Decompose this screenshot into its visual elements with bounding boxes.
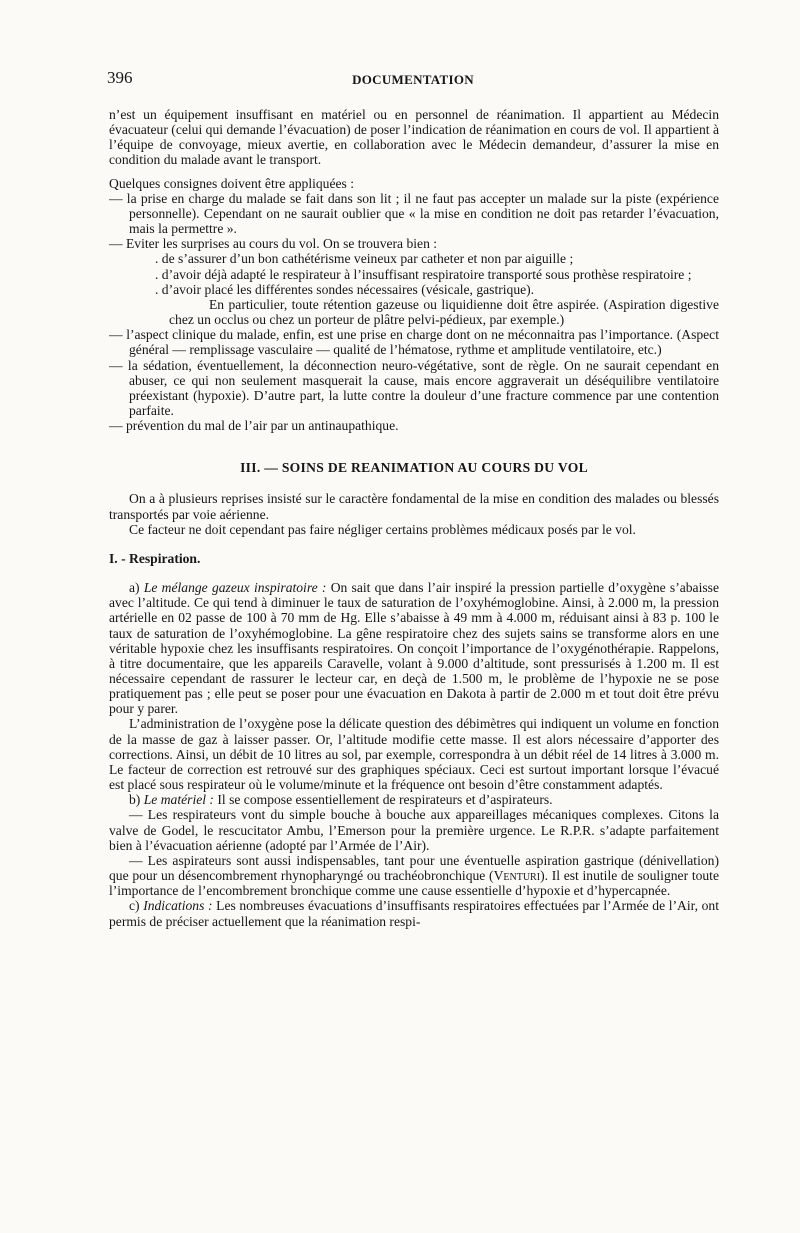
paragraph-b [109, 792, 719, 807]
page-number: 396 [107, 68, 133, 87]
paragraph-a [109, 580, 719, 716]
item-label: c) [129, 898, 144, 914]
paragraph: Ce facteur ne doit cependant pas faire négliger certains problèmes médicaux posés par le vol. [129, 521, 636, 537]
bullet-item: . d’avoir placé les différentes sondes nécessaires (vésicale, gastrique). [155, 281, 535, 297]
paragraph [109, 853, 719, 898]
item-heading: Le matériel : [143, 792, 214, 808]
text-run: ). Il est inutile de souligner toute l’importance de l’encombrement bronchique comme une cause essentielle d’hypoxie et d’hypercapnée. [109, 868, 719, 899]
running-head: DOCUMENTATION [352, 72, 474, 87]
list-item: — la sédation, éventuellement, la déconnection neuro-végétative, sont de règle. On ne saurait cependant en abuser, ce qui non seulement masquerait la cause, mais encore aggraverait un déséquilibre ventilatoire préexistant (hypoxie). D’autre part, la lutte contre la douleur d’une fracture commence par une contention parfaite. [109, 357, 719, 418]
bullet-item: . de s’assurer d’un bon cathétérisme veineux par catheter et non par aiguille ; [155, 251, 574, 267]
paragraph: — Les respirateurs vont du simple bouche à bouche aux appareillages mécaniques complexes. Citons la valve de Godel, le rescucitator Ambu, l’Emerson pour la première urgence. Le R.P.R. s’adapte parfaitement bien à l’évacuation aérienne (adopté par l’Armée de l’Air). [109, 807, 719, 853]
bullet-continuation: En particulier, toute rétention gazeuse ou liquidienne doit être aspirée. (Aspiration digestive chez un occlus ou chez un porteur de plâtre pelvi-pédieux, par exemple.) [169, 296, 719, 328]
item-text: Il se compose essentiellement de respirateurs et d’aspirateurs. [213, 792, 553, 808]
bullet-item: . d’avoir déjà adapté le respirateur à l’insuffisant respiratoire transporté sous prothèse respiratoire ; [155, 266, 692, 282]
list-item: — la prise en charge du malade se fait dans son lit ; il ne faut pas accepter un malade sur la piste (expérience personnelle). Cependant on ne saurait oublier que « la mise en condition ne doit pas retarder l’évacuation, mais la permettre ». [109, 190, 719, 237]
paragraph: n’est un équipement insuffisant en matériel ou en personnel de réanimation. Il appartient au Médecin évacuateur (celui qui demande l’évacuation) de poser l’indication de réanimation en cours de vol. Il appartient à l’équipe de convoyage, mieux avertie, en collaboration avec le Médecin demandeur, d’assurer la mise en condition du malade avant le transport. [109, 107, 719, 168]
item-label: b) [129, 792, 144, 808]
list-item: — prévention du mal de l’air par un antinaupathique. [109, 418, 399, 434]
list-item: — Eviter les surprises au cours du vol. On se trouvera bien : [109, 236, 438, 252]
item-text: Les nombreuses évacuations d’insuffisants respiratoires effectuées par l’Armée de l’Air, ont permis de préciser actuellement que la réanimation respi- [109, 898, 719, 929]
item-heading: Le mélange gazeux inspiratoire : [143, 580, 327, 596]
paragraph-c [109, 898, 719, 928]
body-text [109, 107, 719, 929]
proper-name: Venturi [493, 868, 541, 884]
paragraph: L’administration de l’oxygène pose la délicate question des débimètres qui indiquent un volume en fonction de la masse de gaz à laisser passer. Or, l’altitude modifie cette masse. Il est alors nécessaire d’apporter des corrections. Ainsi, un débit de 10 litres au sol, par exemple, correspondra à un débit réel de 14 litres à 3.000 m. Le facteur de correction est retrouvé sur des graphiques spéciaux. Ceci est surtout important lorsque l’évacué est placé sous respirateur où le volume/minute et la fréquence ont besoin d’être constamment adaptés. [109, 716, 719, 793]
item-label: a) [129, 580, 144, 596]
text-run: — Les aspirateurs sont aussi indispensables, tant pour une éventuelle aspiration gastrique (dénivellation) que pour un désencombrement rhynopharyngé ou trachéobronchique ( [109, 852, 719, 884]
paragraph: Quelques consignes doivent être appliquées : [109, 175, 354, 191]
item-text: On sait que dans l’air inspiré la pression partielle d’oxygène s’abaisse avec l’altitude. Ce qui tend à diminuer le taux de saturation de l’oxyhémoglobine. Ainsi, à 2.000 m, la pression artérielle en 02 passe de 100 à 70 mm de Hg. Elle s’abaisse à 49 mm à 4.000 m, réduisant ainsi à 83 p. 100 le taux de saturation de l’oxyhémoglobine. La gêne respiratoire chez des sujets sains se transforme alors en une véritable hypoxie chez les insuffisants respiratoires. On conçoit l’importance de l’oxygénothérapie. Rappelons, à titre documentaire, que les appareils Caravelle, volant à 9.000 d’altitude, sont pressurisés à 1.200 m. Il est nécessaire cependant de rassurer le lecteur car, en deçà de 1.500 m, le problème de l’hypoxie ne se pose pratiquement pas ; elle peut se poser pour une évacuation en Dakota à partir de 2.000 m et tout doit être prévu pour y parer. [109, 580, 719, 717]
page-header [107, 70, 719, 88]
section-title: III. — SOINS DE REANIMATION AU COURS DU VOL [240, 460, 588, 476]
paragraph: On a à plusieurs reprises insisté sur le caractère fondamental de la mise en condition des malades ou blessés transportés par voie aérienne. [109, 491, 719, 522]
subsection-title: I. - Respiration. [109, 550, 201, 566]
item-heading: Indications : [143, 898, 213, 914]
list-item: — l’aspect clinique du malade, enfin, est une prise en charge dont on ne méconnaitra pas l’importance. (Aspect général — remplissage vasculaire — qualité de l’hématose, rythme et amplitude ventilatoire, etc.) [109, 327, 719, 358]
